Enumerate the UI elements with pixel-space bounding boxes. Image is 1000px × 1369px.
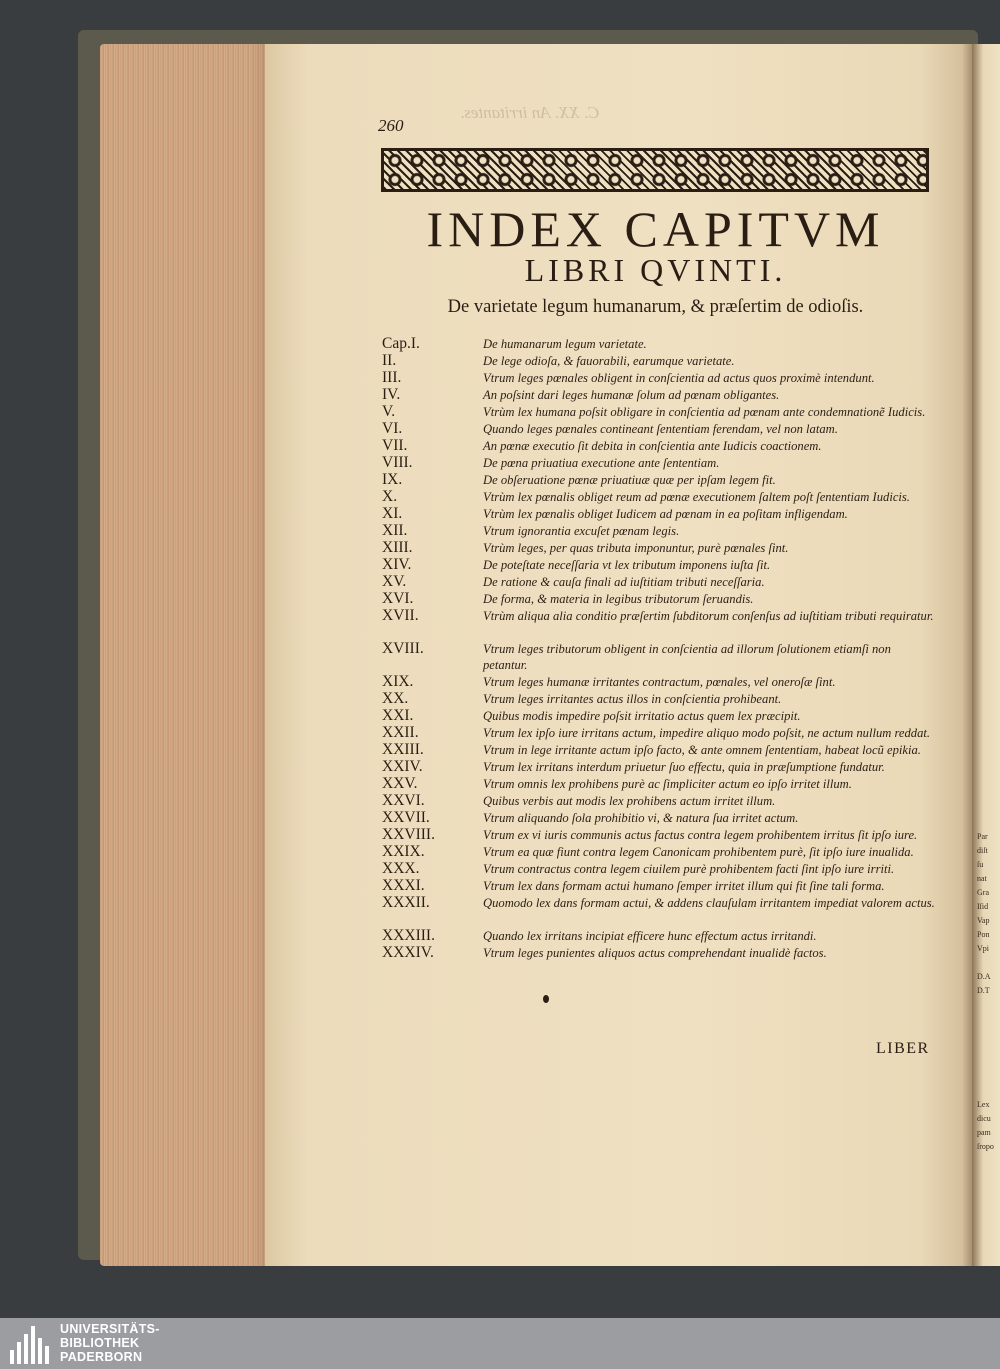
chapter-title: Vtrùm lex pœnalis obliget reum ad pœnæ executionem ſaltem poſt ſententiam Iudicis. [483, 490, 910, 504]
chapter-title: Vtrùm aliqua alia conditio præſertim ſubditorum conſenſus ad iuſtitiam tributi requiratur. [483, 609, 934, 623]
chapter-title: Vtrum ea quæ fiunt contra legem Canonicam prohibentem purè, ſit ipſo iure inualida. [483, 845, 914, 859]
chapter-number: IV. [382, 386, 401, 403]
chapter-number: XXXIV. [382, 944, 434, 961]
chapter-title: Quomodo lex dans formam actui, & addens clauſulam irritantem impediat valorem actus. [483, 896, 935, 910]
chapter-title: De pœna priuatiua executione ante ſententiam. [483, 456, 720, 470]
chapter-title: De obſeruatione pœnæ priuatiuæ quæ per ipſam legem fit. [483, 473, 776, 487]
page-title: INDEX CAPITVM [426, 201, 885, 257]
chapter-number: XXVI. [382, 792, 425, 809]
chapter-title: De lege odioſa, & fauorabili, earumque varietate. [483, 354, 735, 368]
chapter-title: Vtrùm lex humana poſsit obligare in conſcientia ad pœnam ante condemnationẽ Iudicis. [483, 405, 926, 419]
chapter-title: An poſsint dari leges humanæ ſolum ad pœnam obligantes. [483, 388, 780, 402]
chapter-title: Vtrum lex irritans interdum priuetur ſuo effectu, quia in præſumptione fundatur. [483, 760, 885, 774]
chapter-number: XII. [382, 522, 408, 539]
chapter-title: Vtrum lex ipſo iure irritans actum, impedire aliquo modo poſsit, ne actum nullum reddat. [483, 726, 931, 740]
chapter-number: V. [382, 403, 396, 420]
chapter-title: De ratione & cauſa finali ad iuſtitiam tributi neceſſaria. [483, 575, 765, 589]
chapter-number: XIII. [382, 539, 413, 556]
library-logo-icon [10, 1324, 52, 1364]
chapter-title: Vtrum lex dans formam actui humano ſemper irritet illum qui fit ſine tali forma. [483, 879, 885, 893]
chapter-title: De forma, & materia in legibus tributorum ſeruandis. [483, 592, 754, 606]
chapter-number: XXV. [382, 775, 418, 792]
chapter-title: Vtrum aliquando ſola prohibitio vi, & natura ſua irritet actum. [483, 811, 799, 825]
chapter-title: Vtrum leges punientes aliquos actus comprehendant inualidè factos. [483, 946, 827, 960]
library-name-line-1: UNIVERSITÄTS- [60, 1322, 160, 1336]
chapter-title: Vtrum ex vi iuris communis actus factus contra legem prohibentem irritus ſit ipſo iure. [483, 828, 918, 842]
book-description: De varietate legum humanarum, & præſertim de odioſis. [447, 297, 864, 317]
right-page-edge [972, 44, 1000, 1266]
page-number: 260 [378, 116, 404, 135]
ink-spot [543, 995, 549, 1003]
decorative-headpiece [381, 148, 929, 192]
page-subtitle: LIBRI QVINTI. [524, 252, 787, 288]
chapter-number: VI. [382, 420, 403, 437]
chapter-number: XXI. [382, 707, 414, 724]
chapter-number: II. [382, 352, 397, 369]
chapter-number: XXXIII. [382, 927, 435, 944]
chapter-number: IX. [382, 471, 403, 488]
chapter-number: VIII. [382, 454, 413, 471]
chapter-number: VII. [382, 437, 408, 454]
chapter-title: Quando leges pœnales contineant ſententiam ferendam, vel non latam. [483, 422, 838, 436]
chapter-number: XX. [382, 690, 409, 707]
chapter-number: XI. [382, 505, 403, 522]
chapter-number: XXXI. [382, 877, 425, 894]
right-page-margin-notes-lower: Lex dicu pam ſropo [977, 1100, 994, 1151]
chapter-title: Vtrùm leges, per quas tributa imponuntur, purè pœnales ſint. [483, 541, 789, 555]
chapter-number: XXVII. [382, 809, 430, 826]
chapter-number: XXIX. [382, 843, 425, 860]
chapter-number: XVIII. [382, 640, 424, 657]
chapter-number: XIX. [382, 673, 414, 690]
chapter-number: XXIV. [382, 758, 423, 775]
chapter-title: Vtrum ignorantia excuſet pœnam legis. [483, 524, 680, 538]
chapter-title: Vtrum leges irritantes actus illos in conſcientia prohibeant. [483, 692, 782, 706]
chapter-number: XXX. [382, 860, 420, 877]
chapter-title: Quibus verbis aut modis lex prohibens actum irritet illum. [483, 794, 776, 808]
chapter-number: XVI. [382, 590, 414, 607]
chapter-number: XXVIII. [382, 826, 435, 843]
chapter-number: III. [382, 369, 402, 386]
chapter-title: An pœnæ executio ſit debita in conſcientia ante Iudicis coactionem. [483, 439, 822, 453]
chapter-number: XV. [382, 573, 407, 590]
chapter-number: X. [382, 488, 398, 505]
chapter-title: Vtrum leges tributorum obligent in conſcientia ad illorum ſolutionem etiamſi non petantur. [483, 642, 891, 672]
chapter-title: Vtrum omnis lex prohibens purè ac ſimpliciter actum eo ipſo irritet illum. [483, 777, 852, 791]
chapter-title: Vtrum leges humanæ irritantes contractum, pœnales, vel oneroſæ ſint. [483, 675, 836, 689]
bleed-through-text: C. XX. An irritantes. [460, 103, 600, 122]
chapter-title: Vtrùm lex pœnalis obliget Iudicem ad pœnam in ea poſitam infligendam. [483, 507, 848, 521]
chapter-number: XXIII. [382, 741, 424, 758]
library-name-line-2: BIBLIOTHEK [60, 1336, 140, 1350]
chapter-number: XVII. [382, 607, 419, 624]
chapter-title: De poteſtate neceſſaria vt lex tributum imponens iuſta ſit. [483, 558, 771, 572]
chapter-title: Vtrum leges pœnales obligent in conſcientia ad actus quos proximè intendunt. [483, 371, 875, 385]
chapter-number: Cap.I. [382, 335, 420, 352]
chapter-number: XXXII. [382, 894, 430, 911]
chapter-title: Vtrum contractus contra legem ciuilem purè prohibentem facti ſint ipſo iure irriti. [483, 862, 895, 876]
catchword: LIBER [876, 1040, 930, 1057]
library-name [60, 1322, 160, 1364]
chapter-number: XXII. [382, 724, 419, 741]
chapter-title: Vtrum in lege irritante actum ipſo facto, & ante omnem ſententiam, habeat locũ epikia. [483, 743, 921, 757]
chapter-title: Quibus modis impedire poſsit irritatio actus quem lex præcipit. [483, 709, 801, 723]
chapter-number: XIV. [382, 556, 412, 573]
chapter-title: Quando lex irritans incipiat efficere hunc effectum actus irritandi. [483, 929, 817, 943]
right-page-margin-notes: Par diſt ſu nat Gra Iſid Vap Pon Vpi D.A D.T [977, 832, 991, 995]
library-name-line-3: PADERBORN [60, 1350, 143, 1364]
library-footer-bar [0, 1318, 1000, 1369]
chapter-title: De humanarum legum varietate. [483, 337, 647, 351]
